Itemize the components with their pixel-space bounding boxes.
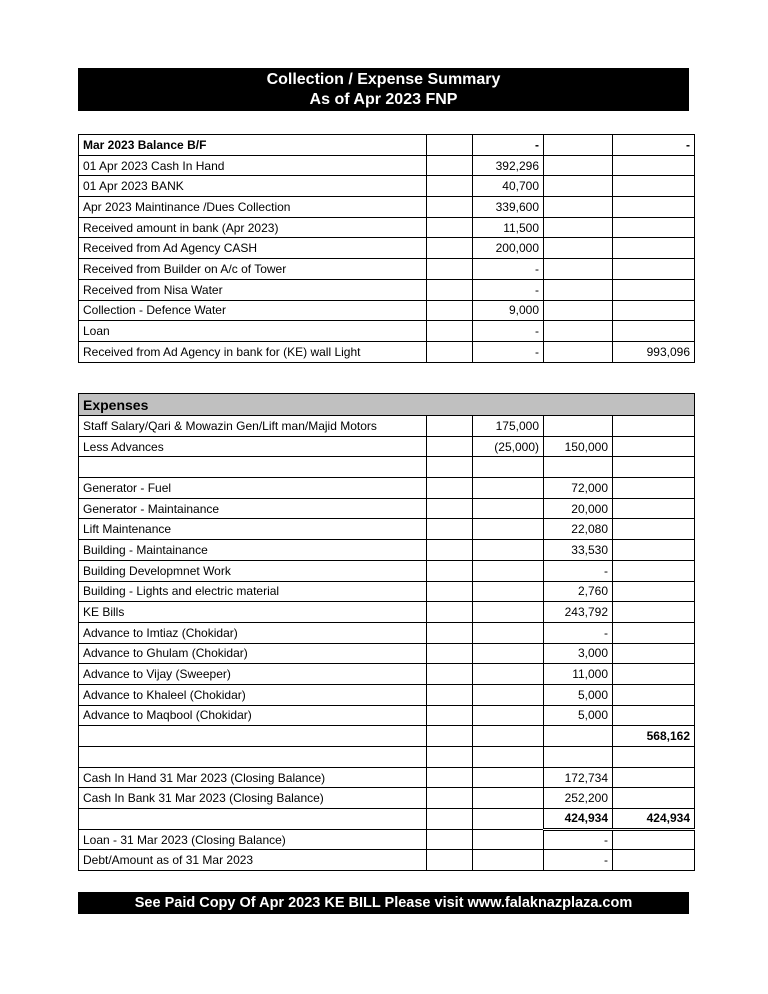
row-label: Cash In Bank 31 Mar 2023 (Closing Balance) [79,788,427,809]
row-label: Collection - Defence Water [79,300,427,321]
total-cell [613,581,695,602]
subtotal-cell [544,135,613,156]
amount-cell [473,705,544,726]
subtotal-cell [544,341,613,362]
subtotal-cell [544,197,613,218]
row-label: Less Advances [79,436,427,457]
spacer-cell [427,416,473,437]
table-row [79,788,695,809]
table-row [79,643,695,664]
spacer-cell [427,560,473,581]
row-label: Loan [79,321,427,342]
spacer-cell [427,436,473,457]
amount-cell: 392,296 [473,155,544,176]
spacer-cell [427,684,473,705]
row-label: Received amount in bank (Apr 2023) [79,217,427,238]
spacer-cell [427,341,473,362]
subtotal-cell: 5,000 [544,705,613,726]
table-row [79,416,695,437]
spacer-cell [427,457,473,478]
total-cell [613,747,695,768]
subtotal-cell [544,300,613,321]
spacer-cell [427,155,473,176]
subtotal-cell [544,259,613,280]
amount-cell [473,622,544,643]
footer-banner [78,892,689,914]
total-cell [613,279,695,300]
amount-cell: (25,000) [473,436,544,457]
table-row [79,581,695,602]
row-label: Received from Ad Agency CASH [79,238,427,259]
spacer-cell [427,581,473,602]
table-row [79,238,695,259]
row-label: Lift Maintenance [79,519,427,540]
amount-cell: 339,600 [473,197,544,218]
table-row [79,217,695,238]
subtotal-cell: 11,000 [544,664,613,685]
table-row [79,478,695,499]
amount-cell [473,809,544,830]
total-cell: 568,162 [613,726,695,747]
total-cell [613,155,695,176]
footer-text: See Paid Copy Of Apr 2023 KE BILL Please visit www.falaknazplaza.com [134,895,633,911]
amount-cell [473,788,544,809]
subtotal-cell: 150,000 [544,436,613,457]
total-cell [613,238,695,259]
total-cell: 424,934 [613,809,695,830]
subtotal-cell: 20,000 [544,498,613,519]
row-label: Advance to Imtiaz (Chokidar) [79,622,427,643]
table-row [79,602,695,623]
spacer-cell [427,259,473,280]
amount-cell [473,829,544,850]
amount-cell [473,457,544,478]
spacer-cell [427,788,473,809]
spacer-cell [427,809,473,830]
amount-cell [473,560,544,581]
spacer-cell [427,217,473,238]
subtotal-cell [544,155,613,176]
subtotal-cell: - [544,829,613,850]
amount-cell [473,643,544,664]
table-row [79,341,695,362]
table-row [79,540,695,561]
amount-cell: - [473,341,544,362]
total-cell [613,197,695,218]
summary-title: Collection / Expense Summary [266,71,501,88]
subtotal-cell [544,416,613,437]
table-row [79,155,695,176]
total-cell [613,643,695,664]
expenses-table-body [79,394,695,871]
row-label: Generator - Maintainance [79,498,427,519]
row-label: Advance to Ghulam (Chokidar) [79,643,427,664]
amount-cell [473,602,544,623]
table-row [79,747,695,768]
total-cell [613,217,695,238]
table-row [79,279,695,300]
row-label: Generator - Fuel [79,478,427,499]
amount-cell [473,767,544,788]
amount-cell: 200,000 [473,238,544,259]
total-cell: 993,096 [613,341,695,362]
subtotal-cell: 424,934 [544,809,613,830]
subtotal-cell: 252,200 [544,788,613,809]
expenses-table [78,393,695,871]
spacer-cell [427,726,473,747]
amount-cell: - [473,279,544,300]
table-row [79,560,695,581]
row-label: Apr 2023 Maintinance /Dues Collection [79,197,427,218]
table-row [79,436,695,457]
spacer-cell [427,300,473,321]
subtotal-cell [544,217,613,238]
total-cell: - [613,135,695,156]
amount-cell [473,498,544,519]
total-cell [613,622,695,643]
total-cell [613,498,695,519]
subtotal-cell [544,747,613,768]
table-row [79,259,695,280]
spacer-cell [427,321,473,342]
total-cell [613,478,695,499]
row-label [79,809,427,830]
table-row [79,622,695,643]
total-cell [613,602,695,623]
amount-cell [473,581,544,602]
spacer-cell [427,176,473,197]
spacer-cell [427,829,473,850]
amount-cell: - [473,259,544,280]
total-cell [613,850,695,871]
subtotal-cell: 243,792 [544,602,613,623]
row-label: Advance to Khaleel (Chokidar) [79,684,427,705]
table-row [79,498,695,519]
row-label: Building - Lights and electric material [79,581,427,602]
table-row [79,664,695,685]
spacer-cell [427,498,473,519]
income-table [78,134,695,363]
spacer-cell [427,519,473,540]
row-label: Mar 2023 Balance B/F [79,135,427,156]
spacer-cell [427,540,473,561]
total-cell [613,664,695,685]
amount-cell [473,540,544,561]
row-label: Advance to Vijay (Sweeper) [79,664,427,685]
subtotal-cell: 3,000 [544,643,613,664]
row-label [79,726,427,747]
amount-cell: 175,000 [473,416,544,437]
total-cell [613,259,695,280]
summary-subtitle: As of Apr 2023 FNP [309,91,458,108]
spacer-cell [427,850,473,871]
subtotal-cell: 22,080 [544,519,613,540]
income-table-body [79,135,695,363]
row-label: KE Bills [79,602,427,623]
amount-cell: 11,500 [473,217,544,238]
table-row [79,519,695,540]
spacer-cell [427,705,473,726]
row-label: Cash In Hand 31 Mar 2023 (Closing Balance) [79,767,427,788]
table-row [79,684,695,705]
row-label: Received from Builder on A/c of Tower [79,259,427,280]
table-row [79,135,695,156]
row-label: 01 Apr 2023 Cash In Hand [79,155,427,176]
row-label: 01 Apr 2023 BANK [79,176,427,197]
total-cell [613,540,695,561]
amount-cell [473,664,544,685]
subtotal-cell: 72,000 [544,478,613,499]
subtotal-cell [544,238,613,259]
total-cell [613,684,695,705]
amount-cell [473,726,544,747]
subtotal-cell: - [544,850,613,871]
spacer-cell [427,664,473,685]
spacer-cell [427,238,473,259]
amount-cell: - [473,135,544,156]
total-cell [613,705,695,726]
row-label: Received from Ad Agency in bank for (KE) wall Light [79,341,427,362]
spacer-cell [427,602,473,623]
spacer-cell [427,135,473,156]
row-label: Building - Maintainance [79,540,427,561]
row-label [79,747,427,768]
table-row [79,726,695,747]
total-cell [613,176,695,197]
row-label: Advance to Maqbool (Chokidar) [79,705,427,726]
spacer-cell [427,622,473,643]
spacer-cell [427,197,473,218]
subtotal-cell [544,726,613,747]
table-row [79,300,695,321]
subtotal-cell [544,279,613,300]
subtotal-cell: 5,000 [544,684,613,705]
subtotal-cell: 172,734 [544,767,613,788]
subtotal-cell: 33,530 [544,540,613,561]
amount-cell [473,684,544,705]
total-cell [613,829,695,850]
row-label: Staff Salary/Qari & Mowazin Gen/Lift man/Majid Motors [79,416,427,437]
row-label [79,457,427,478]
spacer-cell [427,279,473,300]
total-cell [613,788,695,809]
table-row [79,457,695,478]
expenses-heading-row [79,394,695,416]
total-cell [613,767,695,788]
table-row [79,176,695,197]
row-label: Loan - 31 Mar 2023 (Closing Balance) [79,829,427,850]
expenses-heading: Expenses [79,394,695,416]
row-label: Debt/Amount as of 31 Mar 2023 [79,850,427,871]
row-label: Received from Nisa Water [79,279,427,300]
table-row [79,809,695,830]
total-cell [613,457,695,478]
spacer-cell [427,478,473,499]
spacer-cell [427,643,473,664]
subtotal-cell: - [544,560,613,581]
total-cell [613,436,695,457]
subtotal-cell [544,321,613,342]
total-cell [613,300,695,321]
subtotal-cell: 2,760 [544,581,613,602]
amount-cell [473,747,544,768]
amount-cell [473,519,544,540]
spacer-cell [427,767,473,788]
subtotal-cell [544,457,613,478]
table-row [79,767,695,788]
total-cell [613,416,695,437]
amount-cell [473,478,544,499]
amount-cell: 40,700 [473,176,544,197]
subtotal-cell [544,176,613,197]
table-row [79,829,695,850]
row-label: Building Developmnet Work [79,560,427,581]
total-cell [613,321,695,342]
total-cell [613,519,695,540]
total-cell [613,560,695,581]
table-row [79,705,695,726]
subtotal-cell: - [544,622,613,643]
table-row [79,321,695,342]
table-row [79,850,695,871]
amount-cell: - [473,321,544,342]
amount-cell [473,850,544,871]
table-row [79,197,695,218]
summary-title-banner [78,68,689,111]
amount-cell: 9,000 [473,300,544,321]
spacer-cell [427,747,473,768]
